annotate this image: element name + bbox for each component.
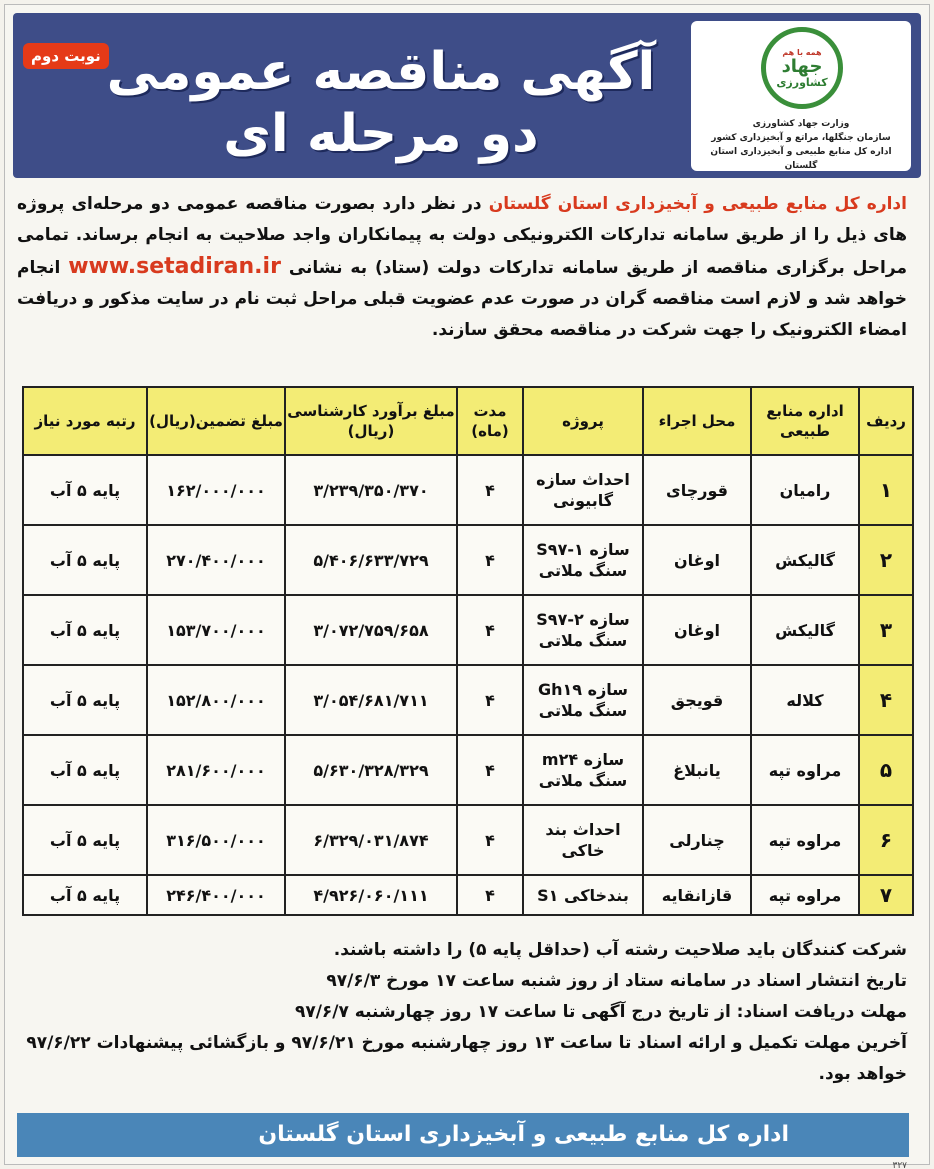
cell-project: احداث بند خاکی [523,805,643,875]
cell-guarantee: ۳۱۶/۵۰۰/۰۰۰ [147,805,285,875]
cell-radif: ۲ [859,525,913,595]
cell-location: یانبلاغ [643,735,751,805]
cell-location: چنارلی [643,805,751,875]
ministry-line-3: اداره کل منابع طبیعی و آبخیزداری استان گلستان [710,147,892,171]
cell-office: کلاله [751,665,859,735]
note-line-1: شرکت کنندگان باید صلاحیت رشته آب (حداقل پایه ۵) را داشته باشند. [333,940,907,960]
cell-duration: ۴ [457,735,523,805]
cell-duration: ۴ [457,805,523,875]
cell-project: سازه ۱-S۹۷ سنگ ملاتی [523,525,643,595]
second-round-badge: نوبت دوم [23,43,109,69]
cell-guarantee: ۱۵۲/۸۰۰/۰۰۰ [147,665,285,735]
cell-duration: ۴ [457,595,523,665]
cell-estimate: ۳/۲۳۹/۳۵۰/۳۷۰ [285,455,457,525]
cell-location: قورچای [643,455,751,525]
cell-rank: پایه ۵ آب [23,735,147,805]
cell-location: قازانقایه [643,875,751,915]
logo-sub-text: کشاورزی [776,75,828,89]
cell-office: مراوه تپه [751,735,859,805]
cell-location: اوغان [643,525,751,595]
cell-guarantee: ۲۴۶/۴۰۰/۰۰۰ [147,875,285,915]
footer-bar: اداره کل منابع طبیعی و آبخیزداری استان گلستان [17,1113,909,1157]
cell-office: گالیکش [751,595,859,665]
ministry-logo-box [691,21,911,171]
note-line-4: آخرین مهلت تکمیل و ارائه اسناد تا ساعت ۱۳ روز چهارشنبه مورخ ۹۷/۶/۲۱ و بازگشائی پیشنهادات ۹۷/۶/۲۲ خواهد بود. [26,1033,907,1084]
col-duration: مدت (ماه) [457,387,523,455]
note-line-2: تاریخ انتشار اسناد در سامانه ستاد از روز شنبه ساعت ۱۷ مورخ ۹۷/۶/۳ [326,971,907,991]
table-header-row [23,387,913,455]
ministry-name [697,117,905,173]
col-office: اداره منابع طبیعی [751,387,859,455]
cell-office: گالیکش [751,525,859,595]
cell-guarantee: ۲۷۰/۴۰۰/۰۰۰ [147,525,285,595]
cell-radif: ۶ [859,805,913,875]
cell-duration: ۴ [457,875,523,915]
cell-radif: ۴ [859,665,913,735]
cell-duration: ۴ [457,525,523,595]
col-guarantee: مبلغ تضمین(ریال) [147,387,285,455]
cell-office: مراوه تپه [751,805,859,875]
intro-text-1: در نظر دارد بصورت مناقصه عمومی دو مرحله‌ای پروژه های ذیل را از طریق سامانه تدارکات الکترونیکی دولت به پیمانکاران واجد صلاحیت به انجام برساند. تمامی مراحل برگزاری مناقصه از طریق سامانه تدارکات دولت (ستاد) به نشانی [17,194,907,278]
cell-estimate: ۵/۴۰۶/۶۳۳/۷۲۹ [285,525,457,595]
cell-rank: پایه ۵ آب [23,665,147,735]
ad-title [81,41,681,165]
intro-text-2: انجام خواهد شد و لازم است مناقصه گران در صورت عدم عضویت قبلی مراحل ثبت نام در سایت مذکور و دریافت امضاء الکترونیک را جهت شرکت در مناقصه محقق سازند. [17,258,907,340]
table-row [23,875,913,915]
cell-office: رامیان [751,455,859,525]
cell-rank: پایه ۵ آب [23,805,147,875]
projects-table [22,386,914,916]
cell-project: بندخاکی S۱ [523,875,643,915]
col-location: محل اجراء [643,387,751,455]
col-project: پروژه [523,387,643,455]
cell-guarantee: ۲۸۱/۶۰۰/۰۰۰ [147,735,285,805]
title-line-1: آگهی مناقصه عمومی [106,42,656,102]
cell-project: سازه ۲-S۹۷ سنگ ملاتی [523,595,643,665]
cell-rank: پایه ۵ آب [23,455,147,525]
table-row [23,805,913,875]
table-row [23,525,913,595]
col-radif: ردیف [859,387,913,455]
table-row [23,455,913,525]
col-estimate: مبلغ برآورد کارشناسی (ریال) [285,387,457,455]
page-number: ۳۲۷ [892,1161,907,1169]
cell-office: مراوه تپه [751,875,859,915]
cell-estimate: ۳/۰۵۴/۶۸۱/۷۱۱ [285,665,457,735]
ad-header [13,13,921,178]
ministry-line-1: وزارت جهاد کشاورزی [752,119,850,129]
cell-radif: ۳ [859,595,913,665]
cell-estimate: ۴/۹۲۶/۰۶۰/۱۱۱ [285,875,457,915]
cell-duration: ۴ [457,455,523,525]
cell-estimate: ۶/۳۲۹/۰۳۱/۸۷۴ [285,805,457,875]
col-rank: رتبه مورد نیاز [23,387,147,455]
cell-radif: ۵ [859,735,913,805]
cell-radif: ۱ [859,455,913,525]
cell-rank: پایه ۵ آب [23,875,147,915]
notes-block [17,935,907,1090]
cell-guarantee: ۱۵۳/۷۰۰/۰۰۰ [147,595,285,665]
cell-guarantee: ۱۶۲/۰۰۰/۰۰۰ [147,455,285,525]
logo-top-text: همه با هم [782,47,822,57]
ministry-line-2: سازمان جنگلها، مراتع و آبخیزداری کشور [711,133,891,143]
title-line-2: دو مرحله ای [223,104,539,164]
cell-project: سازه Gh۱۹ سنگ ملاتی [523,665,643,735]
cell-radif: ۷ [859,875,913,915]
cell-rank: پایه ۵ آب [23,525,147,595]
note-line-3: مهلت دریافت اسناد: از تاریخ درج آگهی تا ساعت ۱۷ روز چهارشنبه ۹۷/۶/۷ [294,1002,907,1022]
cell-location: اوغان [643,595,751,665]
cell-location: قویجق [643,665,751,735]
cell-duration: ۴ [457,665,523,735]
organization-name: اداره کل منابع طبیعی و آبخیزداری استان گلستان [488,194,907,214]
cell-estimate: ۳/۰۷۲/۷۵۹/۶۵۸ [285,595,457,665]
table-row [23,595,913,665]
cell-project: سازه m۲۴ سنگ ملاتی [523,735,643,805]
jahad-logo-icon [761,27,843,109]
intro-paragraph [17,189,907,346]
ad-page [4,4,930,1169]
table-row [23,665,913,735]
table-row [23,735,913,805]
logo-main-text: جهاد [781,55,823,77]
cell-estimate: ۵/۶۳۰/۳۲۸/۳۲۹ [285,735,457,805]
cell-project: احداث سازه گابیونی [523,455,643,525]
cell-rank: پایه ۵ آب [23,595,147,665]
website-link[interactable]: www.setadiran.ir [68,254,281,279]
